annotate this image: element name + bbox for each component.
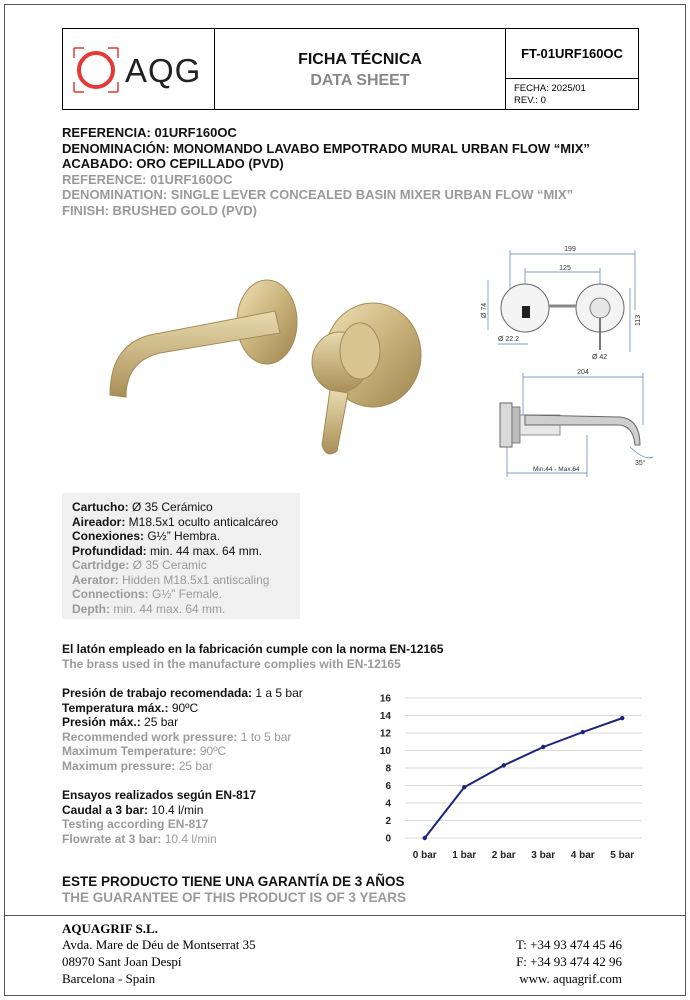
y-tick-label: 8: [385, 763, 391, 775]
spec-aerator-es: Aireador: M18.5x1 oculto anticalcáreo: [72, 514, 279, 529]
dim-angle: 35°: [635, 460, 646, 467]
dim-199: 199: [564, 246, 576, 253]
reference-en: REFERENCE: 01URF160OC: [62, 171, 233, 187]
dim-42: Ø 42: [592, 354, 608, 361]
temperature-es: Temperatura máx.: 90ºC: [62, 700, 199, 715]
tests-block: [62, 788, 256, 846]
dim-204: 204: [577, 369, 589, 376]
denomination-es: DENOMINACIÓN: MONOMANDO LAVABO EMPOTRADO MURAL URBAN FLOW “MIX”: [62, 140, 590, 156]
dim-113: 113: [635, 314, 642, 326]
dim-22: Ø 22.2: [498, 336, 520, 343]
y-tick-label: 6: [385, 781, 391, 792]
guarantee: [62, 874, 406, 906]
dim-125: 125: [559, 265, 571, 272]
data-point: [423, 836, 427, 840]
tests-title-es: Ensayos realizados según EN-817: [62, 788, 257, 802]
sheet-rev: REV.: 0: [514, 95, 546, 106]
specs-box: [62, 493, 300, 619]
spec-depth-en: Depth: min. 44 max. 64 mm.: [72, 601, 226, 616]
spec-aerator-en: Aerator: Hidden M18.5x1 antiscaling: [72, 572, 270, 587]
temperature-en: Maximum Temperature: 90ºC: [62, 744, 227, 758]
x-tick-label: 5 bar: [610, 850, 635, 861]
norm-en: The brass used in the manufacture complies with EN-12165: [62, 657, 401, 671]
y-tick-label: 14: [379, 711, 391, 722]
pressure-work-en: Recommended work pressure: 1 to 5 bar: [62, 729, 292, 744]
guarantee-es: ESTE PRODUCTO TIENE UNA GARANTÍA DE 3 AÑOS: [62, 874, 405, 889]
tests-title-en: Testing according EN-817: [62, 817, 209, 831]
flow-es: Caudal a 3 bar: 10.4 l/min: [62, 802, 204, 817]
flowrate-chart: [370, 688, 650, 863]
company-contact: [516, 936, 622, 987]
data-point: [620, 716, 624, 720]
product-description: [62, 125, 662, 218]
y-tick-label: 2: [385, 816, 391, 827]
title-en: DATA SHEET: [310, 72, 410, 89]
ref-cell: [506, 29, 638, 109]
data-point: [541, 745, 545, 749]
pressure-max-es: Presión máx.: 25 bar: [62, 715, 179, 729]
spec-depth-es: Profundidad: min. 44 max. 64 mm.: [72, 543, 263, 558]
sheet-code: FT-01URF160OC: [506, 29, 638, 79]
data-point: [502, 763, 506, 767]
pressure-max-en: Maximum pressure: 25 bar: [62, 758, 213, 773]
y-tick-label: 0: [385, 833, 391, 845]
guarantee-en: THE GUARANTEE OF THIS PRODUCT IS OF 3 YEARS: [62, 890, 407, 905]
dim-74: Ø 74: [481, 302, 488, 318]
logo-ring-icon: [73, 47, 119, 93]
logo-cell: [63, 29, 215, 109]
header-table: [62, 28, 639, 110]
address-line: 08970 Sant Joan Despí: [62, 954, 182, 969]
sheet-date: FECHA: 2025/01: [514, 83, 586, 94]
fax-number: F: +34 93 474 42 96: [516, 954, 622, 969]
pressure-work-es: Presión de trabajo recomendada: 1 a 5 bar: [62, 686, 303, 700]
reference-es: REFERENCIA: 01URF160OC: [62, 125, 237, 140]
data-point: [581, 730, 585, 734]
pressure-block: [62, 686, 303, 773]
denomination-en: DENOMINATION: SINGLE LEVER CONCEALED BASIN MIXER URBAN FLOW “MIX”: [62, 187, 574, 202]
spec-connections-es: Conexiones: G½” Hembra.: [72, 529, 221, 543]
data-point: [462, 785, 466, 789]
website-link[interactable]: www. aquagrif.com: [519, 971, 622, 986]
y-tick-label: 4: [385, 798, 391, 810]
x-tick-label: 0 bar: [412, 850, 437, 861]
product-image: [60, 255, 440, 475]
logo-text: AQG: [125, 51, 202, 89]
spec-cartridge-en: Cartridge: Ø 35 Ceramic: [72, 558, 207, 572]
flow-en: Flowrate at 3 bar: 10.4 l/min: [62, 831, 217, 846]
x-tick-label: 3 bar: [531, 850, 556, 861]
title-es: FICHA TÉCNICA: [298, 51, 422, 68]
spec-cartridge-es: Cartucho: Ø 35 Cerámico: [72, 500, 213, 514]
x-tick-label: 2 bar: [491, 850, 516, 861]
y-tick-label: 12: [379, 728, 391, 740]
phone-number: T: +34 93 474 45 46: [516, 937, 622, 952]
norm-es: El latón empleado en la fabricación cumple con la norma EN-12165: [62, 642, 444, 656]
x-tick-label: 1 bar: [452, 850, 477, 861]
finish-en: FINISH: BRUSHED GOLD (PVD): [62, 202, 257, 218]
y-tick-label: 10: [379, 746, 391, 757]
company-address: [62, 936, 256, 987]
side-dimension-diagram: [485, 365, 660, 490]
y-tick-label: 16: [379, 693, 391, 705]
spec-connections-en: Connections: G½” Female.: [72, 587, 223, 601]
company-logo: [73, 47, 201, 93]
address-line: Barcelona - Spain: [62, 971, 156, 986]
address-line: Avda. Mare de Déu de Montserrat 35: [62, 937, 256, 952]
title-cell: [215, 29, 506, 109]
dim-depth: Min.44 - Max.64: [533, 466, 580, 473]
company-name: AQUAGRIF S.L.: [62, 921, 158, 936]
finish-es: ACABADO: ORO CEPILLADO (PVD): [62, 156, 284, 171]
front-dimension-diagram: [480, 240, 650, 365]
x-tick-label: 4 bar: [570, 850, 595, 861]
footer-divider: [4, 915, 686, 916]
norm-statement: [62, 642, 443, 672]
